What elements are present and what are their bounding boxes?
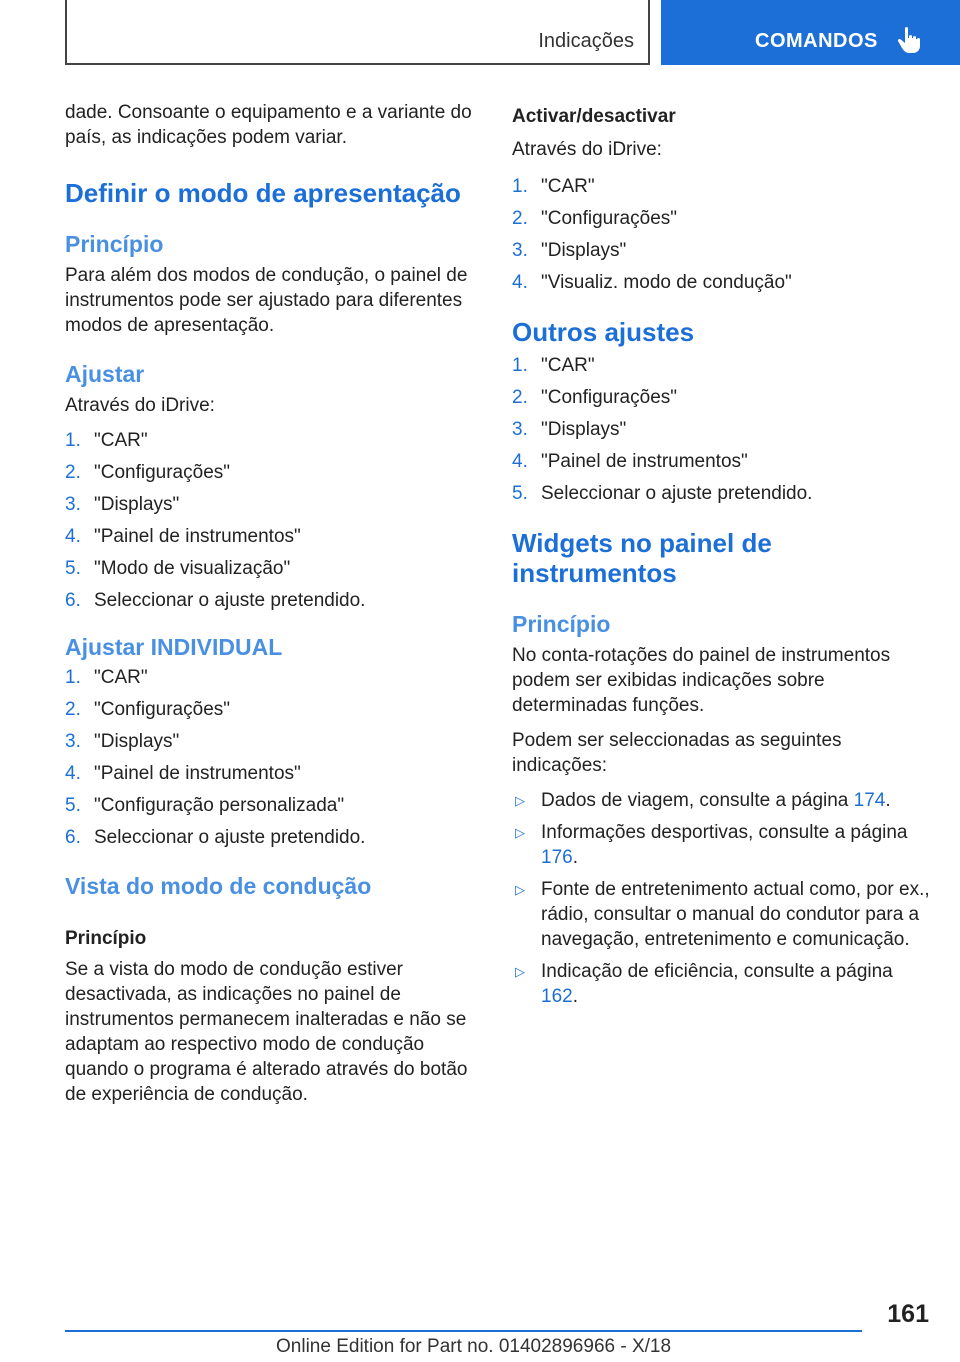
list-item: 1. "CAR" [512, 355, 595, 376]
list-item: 2. "Configurações" [512, 387, 678, 408]
triangle-bullet-icon: ▷ [515, 964, 525, 979]
list-item: 2. "Configurações" [65, 699, 231, 720]
section-title: COMANDOS [755, 30, 878, 52]
heading-adjust-individual: Ajustar INDIVIDUAL [65, 634, 283, 660]
list-item: 6. Seleccionar o ajuste pretendido. [65, 827, 366, 848]
list-item: 4. "Painel de instrumentos" [65, 526, 301, 547]
activate-steps [512, 174, 932, 295]
triangle-bullet-icon: ▷ [515, 825, 525, 840]
other-steps [512, 353, 932, 506]
heading-activate: Activar/desactivar [512, 106, 676, 127]
list-item: 3. "Displays" [65, 494, 180, 515]
view-paragraph: Se a vista do modo de condução estiver desactivada, as indicações no painel de instrumentos permanecem inalteradas e não se adaptam ao respectivo modo de condução quando o programa é alterado através do botão de experiência de condução. [65, 959, 468, 1105]
list-item: 5. Seleccionar o ajuste pretendido. [512, 483, 813, 504]
activate-intro: Através do iDrive: [512, 139, 662, 160]
heading-driving-mode-view: Vista do modo de condução [65, 873, 372, 899]
heading-display-mode: Definir o modo de apresentação [65, 178, 461, 208]
page-number: 161 [887, 1300, 929, 1328]
list-item: 1. "CAR" [512, 176, 595, 197]
page-header [0, 0, 960, 66]
heading-widgets-principle: Princípio [512, 611, 611, 637]
list-item: ▷ Indicação de eficiência, consulte a página 162. [515, 961, 893, 1007]
chapter-title: Indicações [538, 30, 634, 52]
page-reference-link[interactable]: 162 [541, 986, 573, 1007]
page-reference-link[interactable]: 176 [541, 847, 573, 868]
chapter-tab [65, 0, 650, 65]
pointing-hand-icon [897, 26, 921, 54]
section-tab [661, 0, 960, 65]
list-item: 1. "CAR" [65, 430, 148, 451]
adjust-intro: Através do iDrive: [65, 395, 215, 416]
list-item: ▷ Informações desportivas, consulte a página 176. [515, 822, 908, 868]
list-item: 5. "Configuração personalizada" [65, 795, 345, 816]
footer-edition: Online Edition for Part no. 01402896966 - X/18 [276, 1336, 672, 1357]
list-item: ▷ Fonte de entretenimento actual como, por ex., rádio, consultar o manual do condutor para a navegação, entretenimento e comunicação. [515, 879, 930, 950]
heading-adjust: Ajustar [65, 361, 145, 387]
page-reference-link[interactable]: 174 [853, 790, 886, 811]
list-item: 6. Seleccionar o ajuste pretendido. [65, 590, 366, 611]
list-item: 4. "Painel de instrumentos" [512, 451, 748, 472]
footer-divider [65, 1330, 862, 1332]
principle-paragraph: Para além dos modos de condução, o painel de instrumentos pode ser ajustado para diferentes modos de apresentação. [65, 265, 468, 336]
list-item: 4. "Painel de instrumentos" [65, 763, 301, 784]
triangle-bullet-icon: ▷ [515, 882, 525, 897]
right-column [512, 100, 932, 1016]
heading-other-settings: Outros ajustes [512, 317, 695, 347]
list-item: 5. "Modo de visualização" [65, 558, 291, 579]
list-item: 3. "Displays" [512, 419, 627, 440]
intro-paragraph: dade. Consoante o equipamento e a variante do país, as indicações podem variar. [65, 102, 472, 148]
heading-widgets: Widgets no painel de instrumentos [512, 528, 772, 588]
adjust-steps [65, 428, 480, 613]
list-item: 3. "Displays" [512, 240, 627, 261]
left-column [65, 100, 480, 1107]
widgets-bullets [512, 788, 932, 1009]
widgets-paragraph-2: Podem ser seleccionadas as seguintes indicações: [512, 730, 842, 776]
triangle-bullet-icon: ▷ [515, 793, 525, 808]
list-item: 3. "Displays" [65, 731, 180, 752]
list-item: 1. "CAR" [65, 667, 148, 688]
widgets-paragraph-1: No conta-rotações do painel de instrumentos podem ser exibidas indicações sobre determinadas funções. [512, 645, 891, 716]
list-item: ▷ Dados de viagem, consulte a página 174. [515, 790, 891, 811]
list-item: 2. "Configurações" [512, 208, 678, 229]
individual-steps [65, 665, 480, 850]
heading-view-principle: Princípio [65, 928, 147, 949]
list-item: 4. "Visualiz. modo de condução" [512, 272, 792, 293]
list-item: 2. "Configurações" [65, 462, 231, 483]
heading-principle: Princípio [65, 231, 164, 257]
